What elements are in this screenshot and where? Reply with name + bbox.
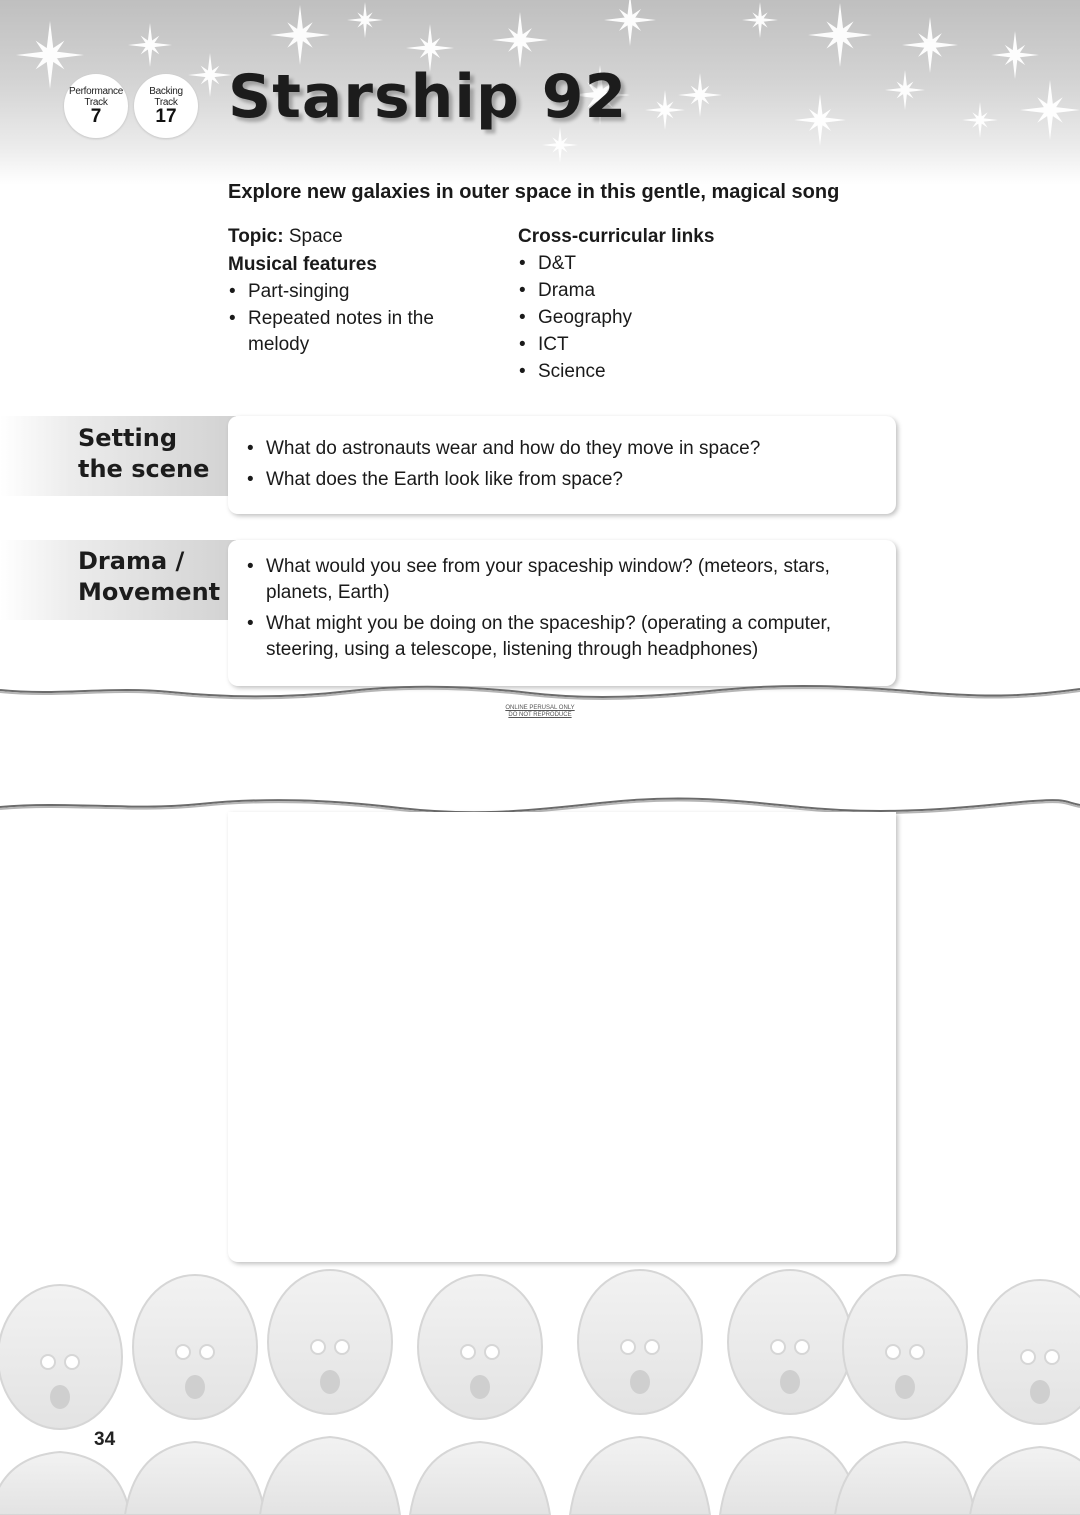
child-mouth <box>50 1385 70 1409</box>
star-sparkle <box>962 102 998 138</box>
info-column-left <box>228 225 488 359</box>
topic-line <box>228 225 488 249</box>
list-item: • Science <box>518 359 758 385</box>
star-sparkle <box>542 127 578 163</box>
star-sparkle <box>742 2 778 38</box>
star-sparkle <box>128 23 172 67</box>
child-eye <box>41 1355 55 1369</box>
list-item: • What might you be doing on the spaceship? (operating a computer, steering, using a telescope, listening through headphones) <box>246 611 856 663</box>
list-item: • Part-singing <box>228 279 488 305</box>
child-eye <box>1021 1350 1035 1364</box>
intro-text: Explore new galaxies in outer space in this gentle, magical song <box>228 181 840 203</box>
page-number: 34 <box>94 1429 116 1450</box>
section-heading-drama-movement: Drama / Movement <box>78 547 221 606</box>
song-title: Starship 92 <box>228 62 628 132</box>
child-eye <box>910 1345 924 1359</box>
badge-number: 17 <box>155 106 177 127</box>
info-column-right <box>518 225 758 386</box>
star-sparkle <box>645 90 685 130</box>
list-item: • ICT <box>518 332 758 358</box>
list-item: • What would you see from your spaceship window? (meteors, stars, planets, Earth) <box>246 554 856 606</box>
child-mouth <box>470 1375 490 1399</box>
topic-value: Space <box>288 226 343 247</box>
child-body <box>260 1437 400 1515</box>
child-eye <box>771 1340 785 1354</box>
star-sparkle <box>492 12 548 68</box>
child-eye <box>461 1345 475 1359</box>
cross-curricular-heading: Cross-curricular links <box>518 226 715 247</box>
backing-track-badge <box>134 74 198 138</box>
notes-panel <box>228 812 896 1262</box>
section-list <box>228 416 896 493</box>
child-mouth <box>1030 1380 1050 1404</box>
child-eye <box>1045 1350 1059 1364</box>
child-mouth <box>780 1370 800 1394</box>
star-sparkle <box>1020 80 1080 140</box>
child-body <box>970 1447 1080 1515</box>
child-body <box>125 1442 265 1515</box>
star-sparkle <box>604 0 656 46</box>
child-eye <box>176 1345 190 1359</box>
section-list <box>228 540 896 663</box>
section-box-setting-the-scene <box>228 416 896 514</box>
star-sparkle <box>794 94 846 146</box>
stamp-line: DO NOT REPRODUCE <box>508 712 572 718</box>
list-item: • What does the Earth look like from space? <box>246 467 856 493</box>
badge-number: 7 <box>90 106 102 127</box>
star-sparkle <box>347 2 383 38</box>
star-sparkle <box>270 5 330 65</box>
list-item: • D&T <box>518 251 758 277</box>
child-eye <box>795 1340 809 1354</box>
star-sparkle <box>678 73 722 117</box>
list-item: • Repeated notes in the melody <box>228 306 488 358</box>
child-eye <box>485 1345 499 1359</box>
child-body <box>0 1452 130 1515</box>
child-mouth <box>630 1370 650 1394</box>
performance-track-badge <box>64 74 128 138</box>
child-eye <box>200 1345 214 1359</box>
child-eye <box>65 1355 79 1369</box>
child-eye <box>335 1340 349 1354</box>
child-mouth <box>895 1375 915 1399</box>
children-illustration <box>0 1262 1080 1515</box>
star-sparkle <box>808 3 872 67</box>
star-sparkle <box>902 17 958 73</box>
child-eye <box>645 1340 659 1354</box>
torn-edge-top <box>0 682 1080 706</box>
topic-label: Topic: <box>228 226 284 247</box>
cross-curricular-list <box>518 251 758 385</box>
stamp-line: ONLINE PERUSAL ONLY <box>505 705 575 711</box>
child-eye <box>311 1340 325 1354</box>
list-item: • Drama <box>518 278 758 304</box>
star-sparkle <box>885 70 925 110</box>
child-body <box>835 1442 975 1515</box>
child-mouth <box>320 1370 340 1394</box>
child-body <box>570 1437 710 1515</box>
child-body <box>410 1442 550 1515</box>
child-eye <box>886 1345 900 1359</box>
star-sparkle <box>991 31 1039 79</box>
musical-features-heading: Musical features <box>228 254 377 275</box>
badge-label: Backing Track <box>149 86 183 108</box>
section-heading-setting-the-scene: Setting the scene <box>78 424 210 483</box>
musical-features-list <box>228 279 488 358</box>
list-item: • Geography <box>518 305 758 331</box>
badge-label: Performance Track <box>69 86 123 108</box>
section-box-drama-movement <box>228 540 896 686</box>
perusal-stamp <box>490 705 590 719</box>
child-eye <box>621 1340 635 1354</box>
child-mouth <box>185 1375 205 1399</box>
list-item: • What do astronauts wear and how do they move in space? <box>246 436 856 462</box>
